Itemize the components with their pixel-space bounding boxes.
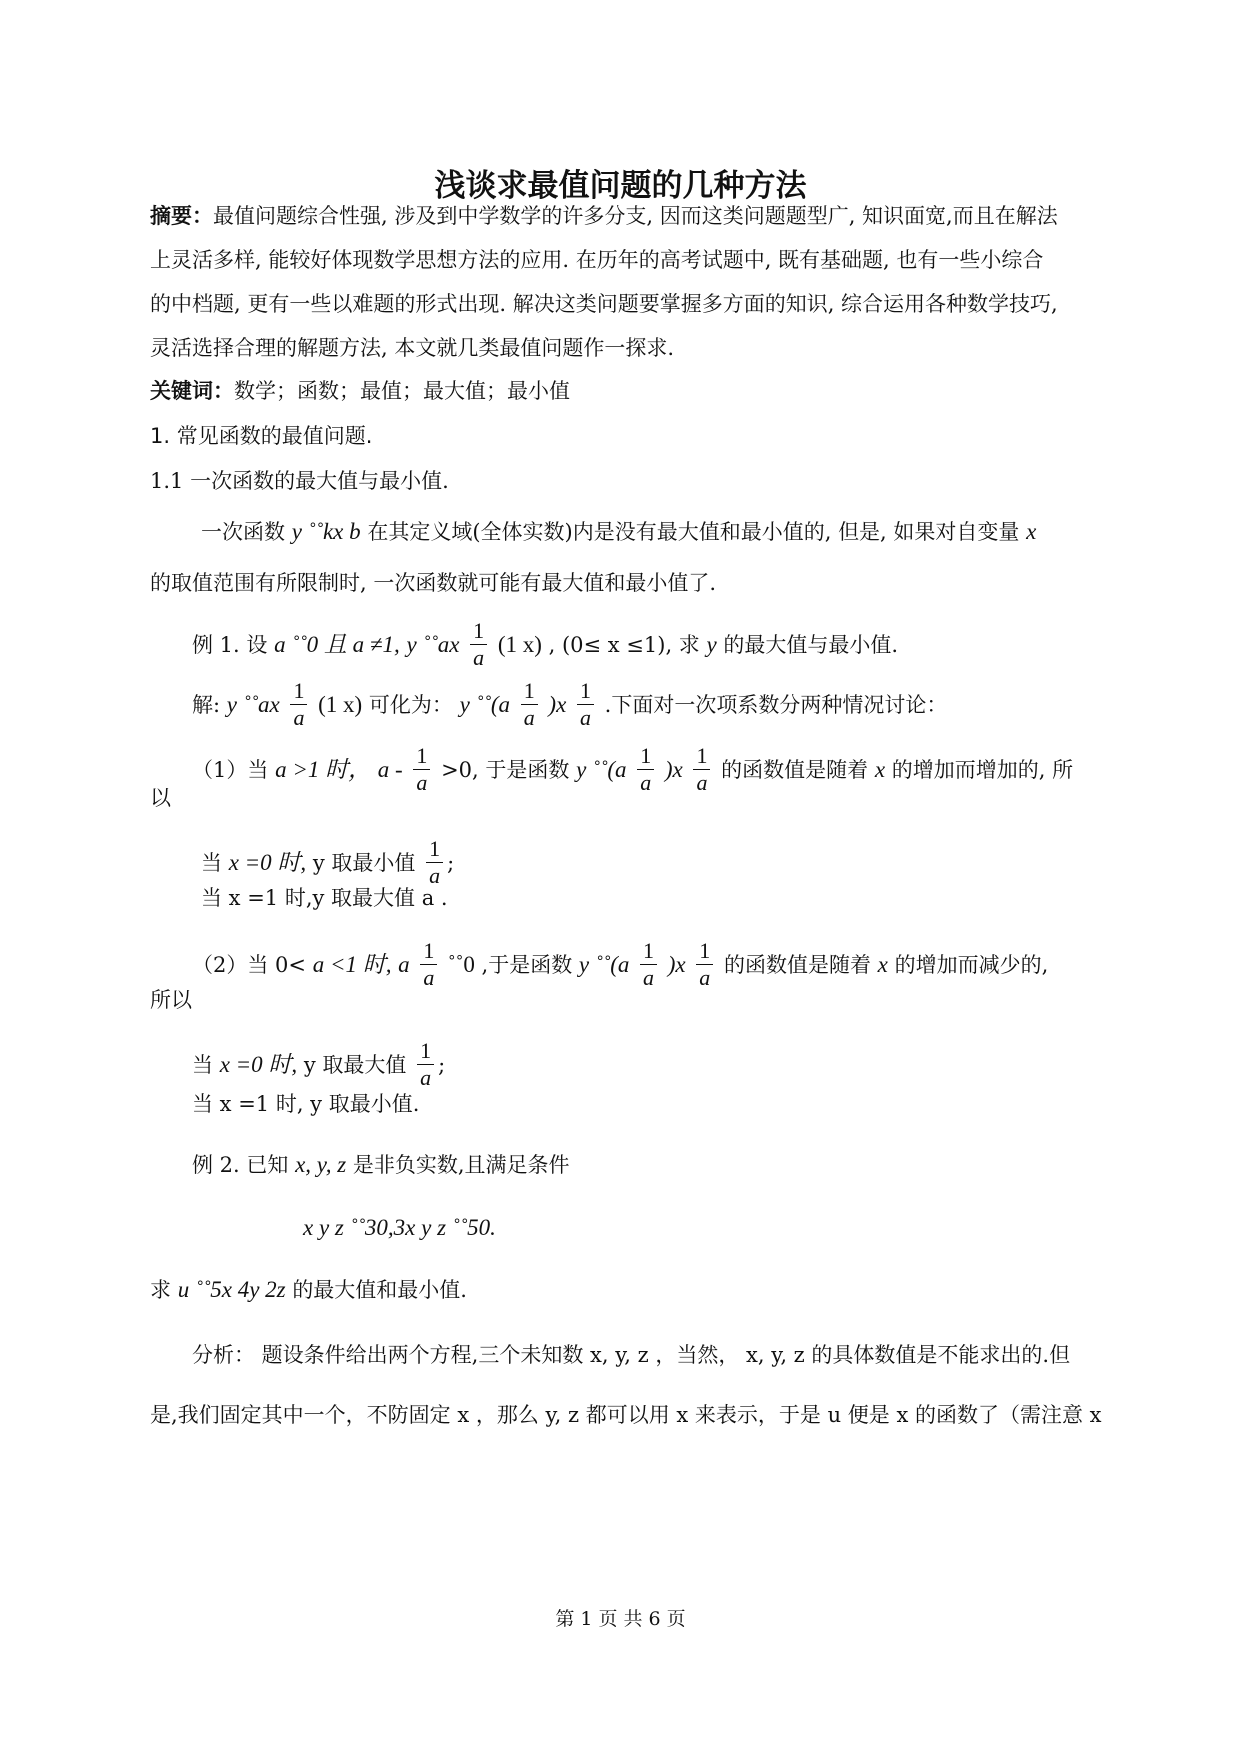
- example-label: 例 2. 已知: [192, 1153, 289, 1177]
- keywords-text: 数学；函数；最值；最大值；最小值: [234, 379, 570, 403]
- fraction-numerator: 1: [420, 938, 437, 965]
- result-text: 当: [192, 1053, 213, 1077]
- abstract-label: 摘要：: [150, 204, 213, 228]
- fraction-numerator: 1: [290, 678, 307, 705]
- result-condition: x =0 时,: [228, 850, 307, 875]
- objective-function: u ˚˚5x 4y 2z: [177, 1277, 286, 1302]
- fraction-numerator: 1: [426, 836, 443, 863]
- fraction-numerator: 1: [693, 743, 710, 770]
- case-2-result-2: 当 x =1 时, y 取最小值.: [192, 1092, 420, 1116]
- solution-line: [192, 680, 947, 733]
- fraction-denominator: a: [696, 770, 708, 795]
- fraction-1-over-a: [420, 938, 437, 991]
- result-text: 当: [201, 851, 222, 875]
- fraction-denominator: a: [473, 645, 485, 670]
- fraction-1-over-a: [417, 1038, 434, 1091]
- case-1-line: [192, 745, 1073, 798]
- abstract-line-2: 上灵活多样, 能较好体现数学思想方法的应用. 在历年的高考试题中, 既有基础题, 也有一些小综合: [150, 248, 1044, 272]
- case-2-result-1: 当 x =0 时, y 取最大值 $\frac{1}{a}$ ;: [192, 1038, 446, 1090]
- example-2: [192, 1150, 570, 1180]
- fraction-1-over-a: [426, 836, 443, 889]
- question-text: 求: [150, 1278, 171, 1302]
- solution-formula: y ˚˚ax: [226, 692, 280, 717]
- example-1: [192, 620, 898, 673]
- fraction-numerator: 1: [696, 938, 713, 965]
- case-text-end-2: 的增加而增加的, 所: [891, 758, 1074, 782]
- case-expression-2: )x: [664, 757, 683, 782]
- fraction-numerator: 1: [577, 678, 594, 705]
- case-text-end-2: 的增加而减少的,: [894, 953, 1049, 977]
- analysis-line-2: 是,我们固定其中一个，不防固定 x ，那么 y, z 都可以用 x 来表示，于是 u 便是 x 的函数了（需注意 x: [150, 1403, 1102, 1427]
- fraction-numerator: 1: [640, 938, 657, 965]
- solution-formula-2: y ˚˚(a: [459, 692, 511, 717]
- fraction-denominator: a: [416, 770, 428, 795]
- fraction-numerator: 1: [413, 743, 430, 770]
- case-zero: ˚˚0: [448, 952, 475, 977]
- fraction-1-over-a: [521, 678, 538, 731]
- fraction-denominator: a: [643, 965, 655, 990]
- fraction-numerator: 1: [470, 618, 487, 645]
- fraction-numerator: 1: [521, 678, 538, 705]
- solution-label: 解:: [192, 693, 221, 717]
- fraction-denominator: a: [423, 965, 435, 990]
- fraction-denominator: a: [579, 705, 591, 730]
- example-function: y ˚˚ax: [406, 632, 460, 657]
- example-condition: a ˚˚0 且 a ≠1,: [274, 632, 400, 657]
- paragraph-linear-function-cont: 的取值范围有所限制时, 一次函数就可能有最大值和最小值了.: [150, 571, 717, 595]
- case-condition: a <1 时,: [312, 952, 392, 977]
- variable-x: x: [1026, 519, 1037, 544]
- equation-system: x y z ˚˚30,3x y z ˚˚50.: [303, 1215, 496, 1240]
- example-range: , (0≤ x ≤1), 求: [548, 633, 700, 657]
- variable-x: x: [877, 952, 888, 977]
- abstract-line-3: 的中档题, 更有一些以难题的形式出现. 解决这类问题要掌握多方面的知识, 综合运用各种数学技巧,: [150, 292, 1058, 316]
- case-expression-2: )x: [667, 952, 686, 977]
- page-title: 浅谈求最值问题的几种方法: [434, 168, 807, 204]
- solution-text: 可化为：: [368, 693, 453, 717]
- case-function: y ˚˚(a: [576, 757, 627, 782]
- case-text: >0, 于是函数: [441, 758, 570, 782]
- fraction-1-over-a: [693, 743, 710, 796]
- case-2-line: [192, 940, 1048, 993]
- case-expression: a -: [377, 757, 403, 782]
- example-2-question: [150, 1275, 467, 1305]
- fraction-1-over-a: [290, 678, 307, 731]
- abstract-line-4: 灵活选择合理的解题方法, 本文就几类最值问题作一探求.: [150, 336, 675, 360]
- fraction-numerator: 1: [637, 743, 654, 770]
- example-expression: (1 x): [497, 632, 542, 657]
- fraction-1-over-a: [413, 743, 430, 796]
- case-2-wrap: 所以: [150, 988, 192, 1012]
- case-1-wrap: 以: [150, 786, 171, 810]
- example-variables: x, y, z: [295, 1152, 347, 1177]
- case-text-end: 的函数值是随着: [723, 953, 871, 977]
- page-footer: 第 1 页 共 6 页: [555, 1608, 686, 1630]
- case-label: （2）当 0<: [192, 953, 306, 977]
- example-label: 例 1. 设: [192, 633, 268, 657]
- section-heading-1-1: 1.1 一次函数的最大值与最小值.: [150, 469, 449, 493]
- fraction-denominator: a: [420, 1065, 432, 1090]
- fraction-denominator: a: [293, 705, 305, 730]
- fraction-1-over-a: [640, 938, 657, 991]
- case-condition: a >1 时，: [275, 757, 372, 782]
- section-heading-1: 1. 常见函数的最值问题.: [150, 424, 373, 448]
- fraction-denominator: a: [429, 863, 441, 888]
- result-text: y 取最大值: [303, 1053, 407, 1077]
- fraction-denominator: a: [640, 770, 652, 795]
- case-function: y ˚˚(a: [578, 952, 630, 977]
- result-condition: x =0 时,: [219, 1052, 298, 1077]
- keywords-line: [150, 376, 570, 406]
- fraction-1-over-a: [577, 678, 594, 731]
- case-text-end: 的函数值是随着: [721, 758, 869, 782]
- linear-function-formula: y ˚˚kx b: [291, 519, 361, 544]
- case-expression: a: [398, 952, 410, 977]
- case-label: （1）当: [192, 758, 269, 782]
- solution-expression-2: )x: [548, 692, 567, 717]
- result-text: y 取最小值: [312, 851, 416, 875]
- abstract-line-1: [150, 201, 1058, 231]
- case-text: ,于是函数: [481, 953, 573, 977]
- fraction-1-over-a: [696, 938, 713, 991]
- solution-expression: (1 x): [318, 692, 363, 717]
- fraction-1-over-a: [470, 618, 487, 671]
- case-1-result-1: 当 x =0 时, y 取最小值 $\frac{1}{a}$ ;: [201, 836, 455, 888]
- paragraph-linear-function: [201, 517, 1036, 547]
- variable-y: y: [706, 632, 717, 657]
- analysis-line-1: 分析： 题设条件给出两个方程,三个未知数 x, y, z ，当然， x, y, z 的具体数值是不能求出的.但: [192, 1343, 1071, 1367]
- para-text: 在其定义域(全体实数)内是没有最大值和最小值的, 但是, 如果对自变量: [367, 520, 1020, 544]
- fraction-denominator: a: [523, 705, 535, 730]
- para-text: 一次函数: [201, 520, 285, 544]
- example-2-equations: [303, 1213, 496, 1243]
- variable-x: x: [874, 757, 886, 782]
- case-1-result-2: 当 x =1 时,y 取最大值 a .: [201, 886, 448, 910]
- keywords-label: 关键词：: [150, 379, 234, 403]
- example-question: 的最大值与最小值.: [723, 633, 899, 657]
- example-text: 是非负实数,且满足条件: [352, 1153, 570, 1177]
- abstract-text-1: 最值问题综合性强, 涉及到中学数学的许多分支, 因而这类问题题型广, 知识面宽,而且在解法: [213, 204, 1058, 228]
- question-text: 的最大值和最小值.: [292, 1278, 467, 1302]
- fraction-1-over-a: [637, 743, 654, 796]
- fraction-numerator: 1: [417, 1038, 434, 1065]
- solution-text-end: .下面对一次项系数分两种情况讨论：: [604, 693, 948, 717]
- fraction-denominator: a: [699, 965, 711, 990]
